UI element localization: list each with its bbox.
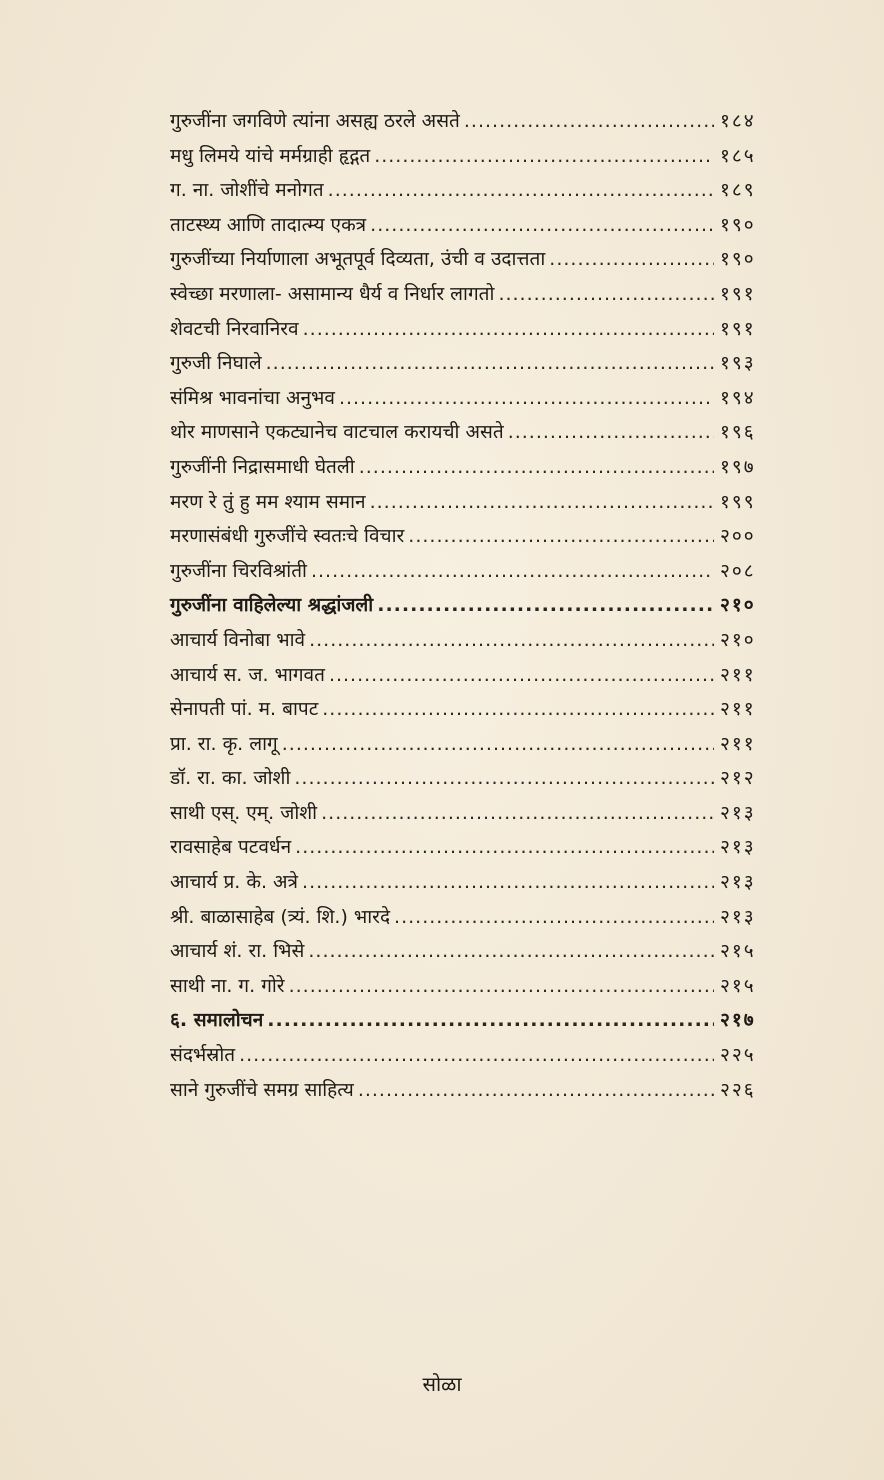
toc-entry	[170, 1038, 782, 1073]
dot-leader	[309, 623, 714, 658]
toc-entry-page: २२५	[720, 1044, 756, 1067]
dot-leader	[311, 554, 714, 589]
toc-entry-title: साथी ना. ग. गोरे	[170, 974, 285, 997]
toc-entry-title: मधु लिमये यांचे मर्मग्राही हृद्गत	[170, 144, 371, 167]
toc-entry-page: २१७	[720, 1009, 756, 1032]
dot-leader	[322, 692, 714, 727]
toc-entry	[170, 692, 782, 727]
toc-entry-page: १९९	[720, 490, 756, 513]
toc-entry	[170, 139, 782, 174]
toc-entry-page: २१०	[720, 628, 756, 651]
toc-entry-page: २१५	[720, 940, 756, 963]
toc-entry	[170, 934, 782, 969]
dot-leader	[508, 415, 714, 450]
toc-entry-page: २००	[720, 525, 756, 548]
toc-entry-title: साथी एस्. एम्. जोशी	[170, 801, 318, 824]
dot-leader	[394, 900, 714, 935]
toc-entry	[170, 969, 782, 1004]
dot-leader	[370, 485, 714, 520]
toc-entry-page: १९३	[720, 352, 756, 375]
dot-leader	[302, 865, 714, 900]
toc-entry-title: श्री. बाळासाहेब (त्र्यं. शि.) भारदे	[170, 905, 391, 928]
toc-entry-title: मरणासंबंधी गुरुजींचे स्वतःचे विचार	[170, 525, 405, 548]
toc-entry-page: २१५	[720, 974, 756, 997]
dot-leader	[294, 761, 714, 796]
toc-entry-page: २१३	[720, 836, 756, 859]
toc-entry-page: १९७	[720, 455, 756, 478]
toc-entry	[170, 900, 782, 935]
dot-leader	[295, 830, 714, 865]
toc-entry-title: साने गुरुजींचे समग्र साहित्य	[170, 1078, 354, 1101]
dot-leader	[358, 1073, 714, 1108]
toc-entry-page: २२६	[720, 1078, 756, 1101]
dot-leader	[321, 796, 714, 831]
toc-entry-title: आचार्य प्र. के. अत्रे	[170, 871, 299, 894]
toc-entry	[170, 312, 782, 347]
toc-entry	[170, 277, 782, 312]
toc-entry-title: सेनापती पां. म. बापट	[170, 698, 319, 721]
toc-entry-page: १८९	[720, 179, 756, 202]
toc-entry-page: १९१	[720, 282, 756, 305]
toc-entry	[170, 381, 782, 416]
toc-entry-title: डॉ. रा. का. जोशी	[170, 767, 291, 790]
toc-entry-title: शेवटची निरवानिरव	[170, 317, 299, 340]
toc-entry	[170, 658, 782, 693]
toc-entry	[170, 485, 782, 520]
toc-entry	[170, 727, 782, 762]
toc-entry	[170, 761, 782, 796]
toc-entry	[170, 519, 782, 554]
toc-entry	[170, 415, 782, 450]
toc-entry-page: १९६	[720, 421, 756, 444]
dot-leader	[267, 1003, 714, 1038]
table-of-contents	[170, 104, 782, 1107]
toc-entry-title: संदर्भस्रोत	[170, 1044, 236, 1067]
toc-entry-title: ताटस्थ्य आणि तादात्म्य एकत्र	[170, 213, 367, 236]
dot-leader	[266, 346, 714, 381]
toc-entry-page: २०८	[720, 559, 756, 582]
dot-leader	[374, 139, 714, 174]
toc-entry-title: स्वेच्छा मरणाला- असामान्य धैर्य व निर्धार लागतो	[170, 282, 495, 305]
toc-entry	[170, 173, 782, 208]
toc-entry-page: १९०	[720, 248, 756, 271]
toc-entry-page: २११	[720, 732, 756, 755]
dot-leader	[329, 658, 714, 693]
toc-entry-page: २१३	[720, 871, 756, 894]
dot-leader	[308, 934, 714, 969]
toc-entry	[170, 554, 782, 589]
dot-leader	[282, 727, 714, 762]
toc-entry-title: गुरुजींच्या निर्याणाला अभूतपूर्व दिव्यता, उंची व उदात्तता	[170, 248, 546, 271]
toc-entry-title: गुरुजींनी निद्रासमाधी घेतली	[170, 455, 355, 478]
toc-entry-page: २११	[720, 698, 756, 721]
toc-entry	[170, 623, 782, 658]
toc-entry	[170, 1073, 782, 1108]
toc-entry	[170, 830, 782, 865]
toc-entry-title: संमिश्र भावनांचा अनुभव	[170, 386, 335, 409]
toc-entry	[170, 588, 782, 623]
toc-entry	[170, 1003, 782, 1038]
toc-entry-page: २१३	[720, 905, 756, 928]
dot-leader	[328, 173, 714, 208]
toc-entry-title: मरण रे तुं हु मम श्याम समान	[170, 490, 366, 513]
toc-entry	[170, 208, 782, 243]
toc-entry-title: ६. समालोचन	[170, 1009, 264, 1032]
toc-entry-title: गुरुजींना जगविणे त्यांना असह्य ठरले असते	[170, 110, 460, 132]
toc-entry-page: २११	[720, 663, 756, 686]
toc-entry-page: १८५	[720, 144, 756, 167]
toc-entry-title: थोर माणसाने एकट्यानेच वाटचाल करायची असते	[170, 421, 504, 444]
toc-entry-title: रावसाहेब पटवर्धन	[170, 836, 292, 859]
toc-entry-page: २१२	[720, 767, 756, 790]
toc-entry-page: १९४	[720, 386, 756, 409]
toc-entry	[170, 450, 782, 485]
toc-entry-page: २१३	[720, 801, 756, 824]
dot-leader	[359, 450, 714, 485]
page-number: सोळा	[422, 1372, 462, 1396]
toc-entry-page: १९१	[720, 317, 756, 340]
toc-entry-title: ग. ना. जोशींचे मनोगत	[170, 179, 324, 202]
toc-entry-page: १९०	[720, 213, 756, 236]
dot-leader	[408, 519, 714, 554]
toc-entry-title: आचार्य स. ज. भागवत	[170, 663, 325, 686]
dot-leader	[339, 381, 714, 416]
dot-leader	[498, 277, 714, 312]
dot-leader	[549, 242, 714, 277]
toc-entry	[170, 242, 782, 277]
toc-entry-title: गुरुजींना चिरविश्रांती	[170, 559, 307, 582]
dot-leader	[370, 208, 714, 243]
toc-entry	[170, 865, 782, 900]
toc-entry-title: गुरुजी निघाले	[170, 352, 262, 375]
dot-leader	[464, 104, 714, 139]
toc-entry	[170, 104, 782, 139]
toc-entry	[170, 346, 782, 381]
toc-entry	[170, 796, 782, 831]
toc-entry-title: आचार्य शं. रा. भिसे	[170, 940, 305, 963]
toc-entry-title: आचार्य विनोबा भावे	[170, 628, 306, 651]
toc-entry-page: १८४	[720, 110, 756, 132]
toc-entry-title: गुरुजींना वाहिलेल्या श्रद्धांजली	[170, 594, 374, 617]
dot-leader	[377, 588, 714, 623]
dot-leader	[289, 969, 714, 1004]
toc-entry-page: २१०	[720, 594, 756, 617]
dot-leader	[303, 312, 714, 347]
dot-leader	[239, 1038, 714, 1073]
toc-entry-title: प्रा. रा. कृ. लागू	[170, 732, 278, 755]
